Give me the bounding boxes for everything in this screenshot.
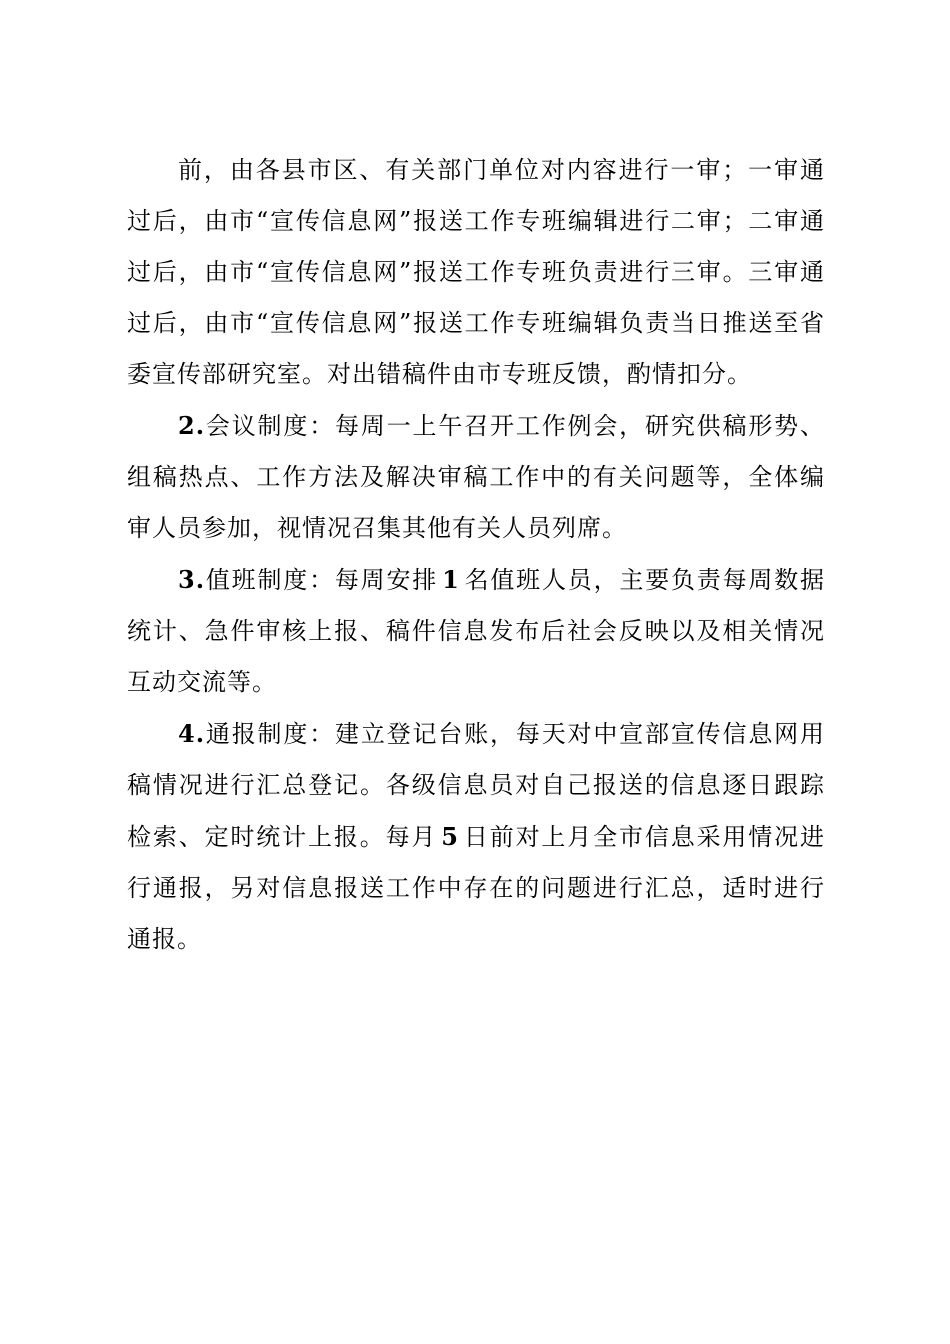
paragraph-text: 会议制度：每周一上午召开工作例会，研究供稿形势、组稿热点、工作方法及解决审稿工作中的有关问题等，全体编审人员参加，视情况召集其他有关人员列席。 — [127, 412, 825, 542]
paragraph-text: 前，由各县市区、有关部门单位对内容进行一审；一审通过后，由市“宣传信息网”报送工作专班编辑进行二审；二审通过后，由市“宣传信息网”报送工作专班负责进行三审。三审通过后，由市“宣传信息网”报送工作专班编辑负责当日推送至省委宣传部研究室。对出错稿件由市专班反馈，酌情扣分。 — [127, 156, 825, 388]
paragraph-meeting-system — [127, 400, 825, 554]
inline-number: 1 — [442, 565, 460, 594]
paragraph-number: 3. — [178, 565, 206, 594]
paragraph-review-process — [127, 145, 825, 400]
paragraph-report-system — [127, 708, 825, 965]
paragraph-text-after: 日前对上月全市信息采用情况进行通报，另对信息报送工作中存在的问题进行汇总，适时进行通报。 — [127, 823, 826, 953]
document-body — [127, 145, 825, 965]
paragraph-text-after: 名值班人员，主要负责每周数据统计、急件审核上报、稿件信息发布后社会反映以及相关情况互动交流等。 — [127, 566, 826, 696]
paragraph-number: 2. — [178, 411, 206, 440]
inline-number: 5 — [441, 822, 459, 851]
paragraph-text-before: 值班制度：每周安排 — [205, 566, 439, 594]
paragraph-duty-system — [127, 554, 825, 708]
paragraph-number: 4. — [178, 719, 206, 748]
paragraph-text-before: 通报制度：建立登记台账，每天对中宣部宣传信息网用稿情况进行汇总登记。各级信息员对自己报送的信息逐日跟踪检索、定时统计上报。每月 — [127, 720, 825, 851]
